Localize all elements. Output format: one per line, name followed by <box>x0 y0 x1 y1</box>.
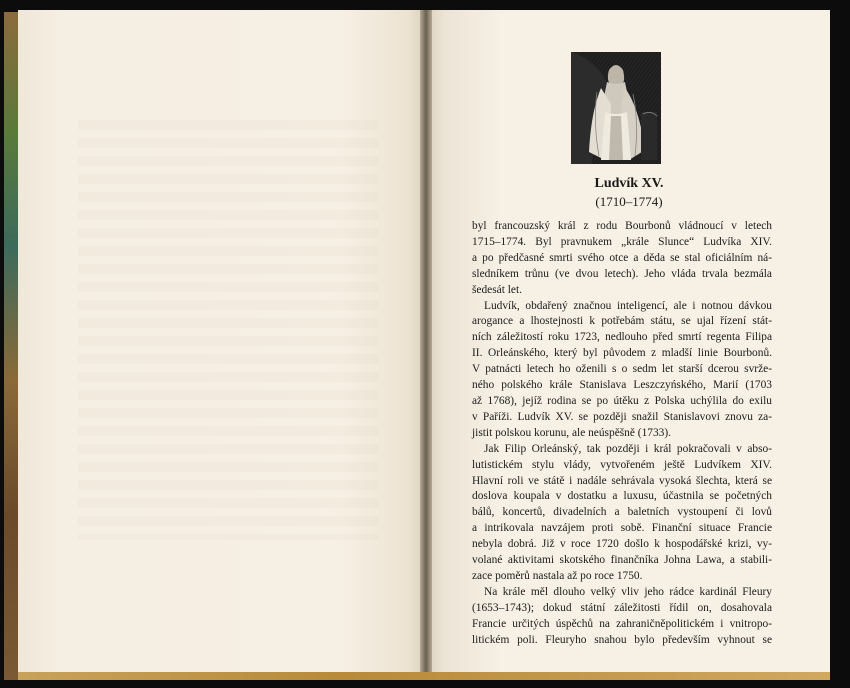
text-line: nebyla dobrá. Již v roce 1720 došlo k hospodářské krizi, vy- <box>472 538 772 551</box>
text-line: ních záležitostí roku 1723, nedlouho před smrtí regenta Filipa <box>472 331 772 344</box>
text-line: jistit polskou korunu, ale neúspěšně (1733). <box>472 426 671 439</box>
page-bottom-edge <box>18 672 830 680</box>
text-line: V patnácti letech ho oženili s o sedm let starší dcerou svrže- <box>472 363 772 376</box>
portrait-image <box>571 52 661 164</box>
left-page <box>18 10 424 674</box>
text-line: šedesát let. <box>472 283 522 296</box>
show-through-text <box>78 120 378 540</box>
text-line: byl francouzský král z rodu Bourbonů vládnoucí v letech <box>472 220 772 232</box>
paragraph <box>472 442 772 585</box>
paragraph <box>472 585 772 649</box>
text-line: litickém poli. Fleuryho snahou bylo především vyhnout se <box>472 633 772 646</box>
text-line: zace poměrů nastala až po roce 1750. <box>472 569 643 582</box>
book-gutter <box>420 10 432 674</box>
text-line: doslova koupala v dostatku a luxusu, účastnila se početných <box>472 490 772 503</box>
text-line: volané aktivitami skotského finančníka Johna Lawa, a stabili- <box>472 554 772 567</box>
portrait-caption-name: Ludvík XV. <box>594 176 664 191</box>
text-line: a po předčasné smrti svého otce a děda se stal oficiálním ná- <box>472 251 772 264</box>
article-body <box>472 219 772 648</box>
portrait-caption-years: (1710–1774) <box>595 194 663 209</box>
text-line: Hlavní roli ve státě i nadále sehrávala vysoká šlechta, která se <box>472 474 772 487</box>
paragraph <box>472 299 772 442</box>
text-line: (1653–1743); dokud státní záležitosti řídil on, dosahovala <box>472 601 772 614</box>
text-line: sledníkem trůnu (ve dvou letech). Jeho vláda trvala bezmála <box>472 267 772 280</box>
text-line: II. Orleánského, který byl původem z mladší linie Bourbonů. <box>472 347 772 360</box>
text-line: Francie určitých úspěchů na zahraničněpolitickém i vnitropo- <box>472 617 772 630</box>
text-line: v Paříži. Ludvík XV. se později snažil Stanislavovi znovu za- <box>472 410 772 423</box>
text-line: bálů, koncertů, divadelních a baletních vystoupení či lovů <box>472 506 772 519</box>
text-line: ného polského krále Stanislava Leszczyńského, Marií (1703 <box>472 379 772 392</box>
portrait-engraving-icon <box>571 52 661 164</box>
text-line: Na krále měl dlouho velký vliv jeho rádce kardinál Fleury <box>484 585 772 598</box>
text-line: lutistickém stylu vlády, vytvořeném ještě Ludvíkem XIV. <box>472 458 772 471</box>
text-line: Jak Filip Orleánský, tak později i král pokračovali v abso- <box>484 442 772 455</box>
text-line: Ludvík, obdařený značnou inteligencí, ale i notnou dávkou <box>484 299 772 312</box>
text-line: až 1768), jejíž rodina se po útěku z Polska uchýlila do exilu <box>472 394 772 407</box>
text-line: a intrikovala navzájem proti sobě. Finanční situace Francie <box>472 522 772 535</box>
text-line: 1715–1774. Byl pravnukem „krále Slunce“ Ludvíka XIV. <box>472 235 772 248</box>
text-line: arogance a lhostejnosti k potřebám státu, se ujal řízení stát- <box>472 315 772 328</box>
paragraph <box>472 219 772 299</box>
